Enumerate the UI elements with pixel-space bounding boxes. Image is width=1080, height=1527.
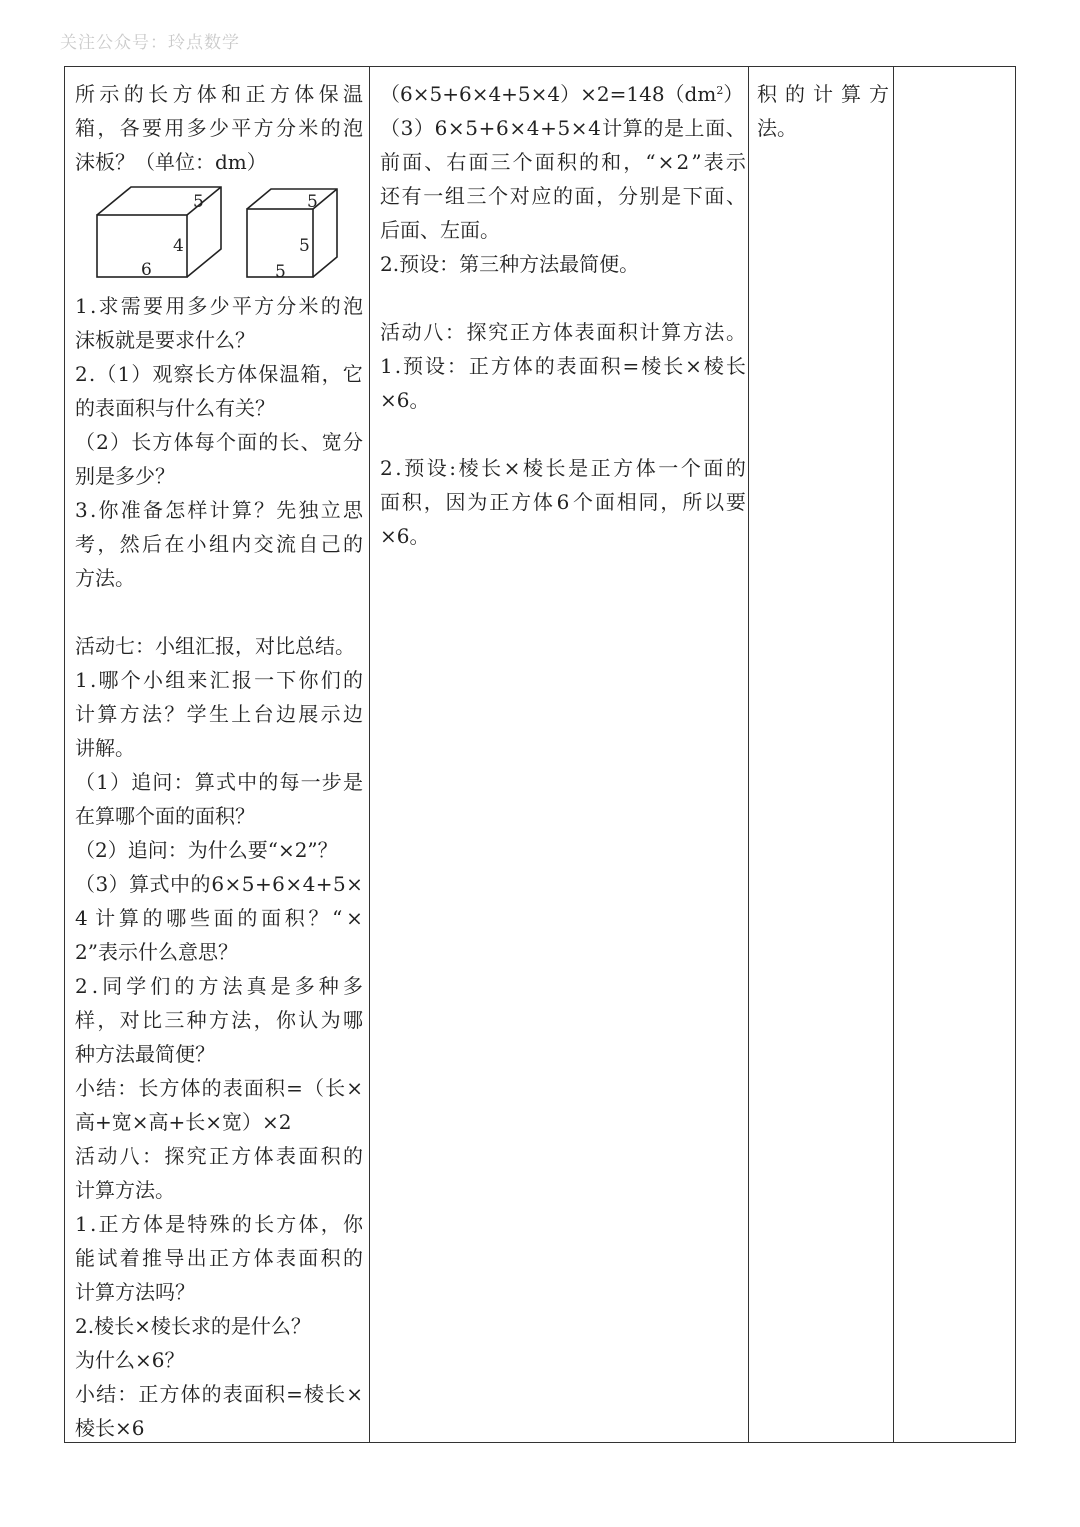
- student-activity-cell: [380, 77, 746, 553]
- text-line: 别是多少？: [75, 464, 175, 488]
- text-line: ×6。: [380, 388, 430, 412]
- column-divider: [369, 67, 370, 1442]
- text-line: （2）追问：为什么要“×2”？: [75, 838, 338, 862]
- column-divider: [893, 67, 894, 1442]
- text-line: 能 试 着 推 导 出 正 方 体 表 面 积 的: [75, 1246, 363, 1270]
- text-line: 前 面 、 右 面 三 个 面 积 的 和 ， “ × 2 ” 表 示: [380, 150, 746, 174]
- text-line: 活动七：小组汇报，对比总结。: [75, 634, 355, 658]
- text-line: 所 示 的 长 方 体 和 正 方 体 保 温: [75, 82, 363, 106]
- text-line: 高+宽×高+长×宽）×2: [75, 1110, 292, 1134]
- text-line: 面 积 ， 因 为 正 方 体 6 个 面 相 同 ， 所 以 要: [380, 490, 746, 514]
- text-line: 沫板？（单位：dm）: [75, 150, 267, 174]
- lesson-table: [64, 66, 1016, 1443]
- text-line: 1 . 预 设 ： 正 方 体 的 表 面 积 = 棱 长 × 棱 长: [380, 354, 746, 378]
- formula-line: [380, 77, 746, 111]
- text-line: 样 ， 对 比 三 种 方 法 ， 你 认 为 哪: [75, 1008, 363, 1032]
- text-line: （ 2 ） 长 方 体 每 个 面 的 长 、 宽 分: [75, 430, 363, 454]
- text-line: 2 . 同 学 们 的 方 法 真 是 多 种 多: [75, 974, 363, 998]
- text-line: 为什么×6？: [75, 1348, 185, 1372]
- text-line: 1 . 求 需 要 用 多 少 平 方 分 米 的 泡: [75, 294, 363, 318]
- text-line: 4 计 算 的 哪 些 面 的 面 积 ？ “ ×: [75, 906, 363, 930]
- cuboid-and-cube-figure: [75, 179, 363, 289]
- text-line: 3 . 你 准 备 怎 样 计 算 ？ 先 独 立 思: [75, 498, 363, 522]
- text-line: （ 1 ） 追 问 ： 算 式 中 的 每 一 步 是: [75, 770, 363, 794]
- text-line: （ 3 ） 6 × 5 + 6 × 4 + 5 × 4 计 算 的 是 上 面 、: [380, 116, 746, 140]
- text-line: 方法。: [75, 566, 135, 590]
- text-line: 2”表示什么意思？: [75, 940, 238, 964]
- text-line: 积 的 计 算 方: [757, 82, 889, 106]
- text-line: 考 ， 然 后 在 小 组 内 交 流 自 己 的: [75, 532, 363, 556]
- column-divider: [748, 67, 749, 1442]
- cube-side-label: 5: [299, 236, 310, 256]
- text-line: ×6。: [380, 524, 430, 548]
- text-line: 2 . 预 设 : 棱 长 × 棱 长 是 正 方 体 一 个 面 的: [380, 456, 746, 480]
- text-line: 沫板就是要求什么？: [75, 328, 255, 352]
- text-line: 小 结 ： 正 方 体 的 表 面 积 = 棱 长 ×: [75, 1382, 363, 1406]
- text-line: 计 算 方 法 ？ 学 生 上 台 边 展 示 边: [75, 702, 363, 726]
- text-line: （ 3 ） 算 式 中 的 6 × 5 + 6 × 4 + 5 ×: [75, 872, 363, 896]
- cuboid-width-label: 4: [173, 236, 184, 256]
- text-line: 2 . （ 1 ） 观 察 长 方 体 保 温 箱 ， 它: [75, 362, 363, 386]
- text-line: 种方法最简便？: [75, 1042, 215, 1066]
- text-line: 2.预设：第三种方法最简便。: [380, 252, 640, 276]
- text-line: 小 结 ： 长 方 体 的 表 面 积 = （ 长 ×: [75, 1076, 363, 1100]
- cube-top-label: 5: [307, 192, 318, 212]
- text-line: 棱长×6: [75, 1416, 145, 1440]
- text-line: 在算哪个面的面积？: [75, 804, 255, 828]
- text-line: 1 . 正 方 体 是 特 殊 的 长 方 体 ， 你: [75, 1212, 363, 1236]
- cuboid-length-label: 6: [141, 260, 152, 280]
- cuboid-height-label: 5: [193, 192, 204, 212]
- formula-close: ）: [723, 82, 744, 106]
- text-line: 活 动 八 ： 探 究 正 方 体 表 面 积 的: [75, 1144, 363, 1168]
- text-line: 法。: [757, 116, 797, 140]
- text-line: 计算方法吗？: [75, 1280, 195, 1304]
- text-line: 讲解。: [75, 736, 135, 760]
- text-line: 后面、左面。: [380, 218, 500, 242]
- cube-bottom-label: 5: [275, 262, 286, 282]
- teacher-activity-cell: [75, 77, 363, 1445]
- formula-exponent: 2: [716, 84, 724, 97]
- text-line: 还 有 一 组 三 个 对 应 的 面 ， 分 别 是 下 面 、: [380, 184, 746, 208]
- text-line: 活 动 八 ： 探 究 正 方 体 表 面 积 计 算 方 法 。: [380, 320, 746, 344]
- design-intent-cell: [757, 77, 889, 145]
- text-line: 计算方法。: [75, 1178, 175, 1202]
- text-line: 箱 ， 各 要 用 多 少 平 方 分 米 的 泡: [75, 116, 363, 140]
- text-line: 的表面积与什么有关？: [75, 396, 275, 420]
- text-line: 2.棱长×棱长求的是什么？: [75, 1314, 311, 1338]
- formula-text: （6×5+6×4+5×4）×2=148（dm: [380, 82, 717, 106]
- text-line: 1 . 哪 个 小 组 来 汇 报 一 下 你 们 的: [75, 668, 363, 692]
- watermark: 关注公众号：玲点数学: [60, 33, 240, 53]
